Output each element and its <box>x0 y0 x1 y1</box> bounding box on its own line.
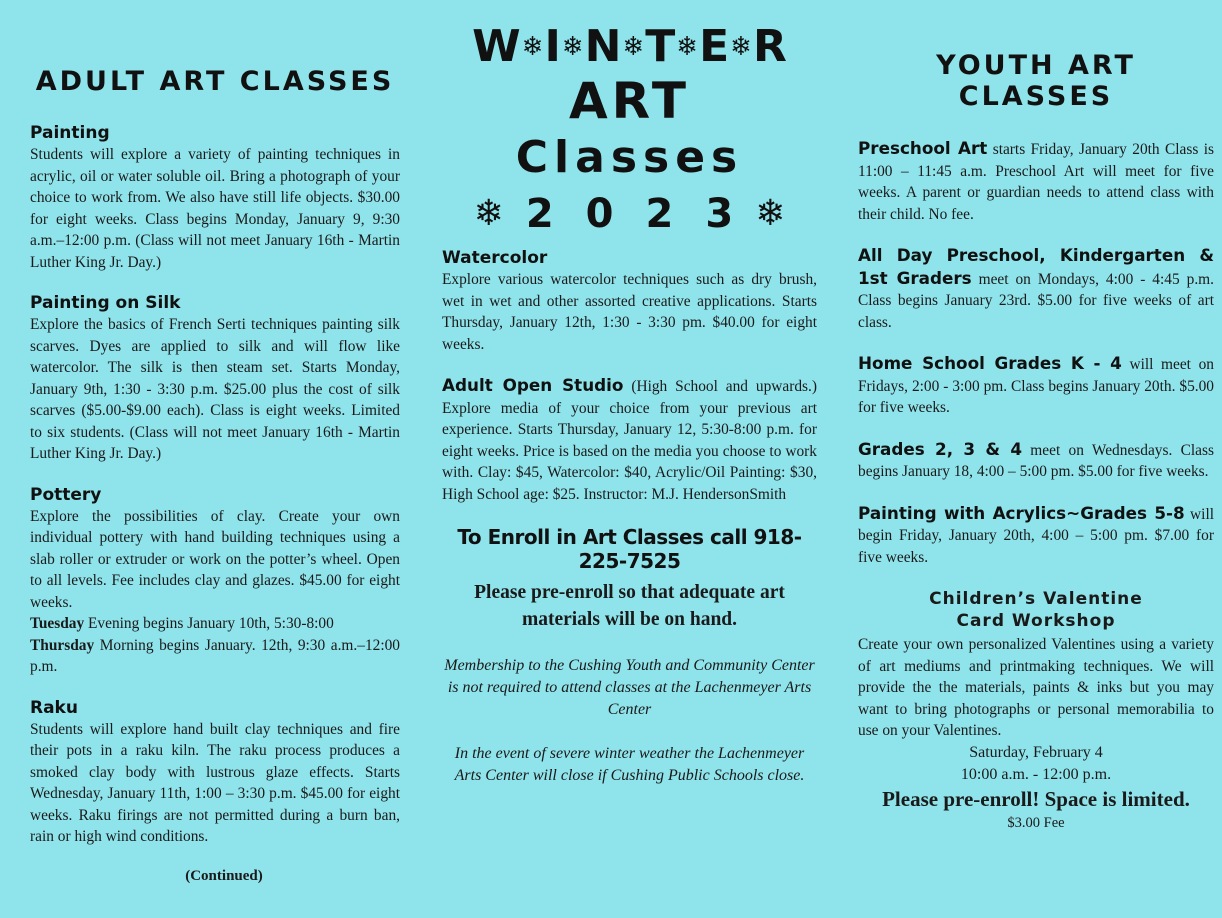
valentine-description: Create your own personalized Valentines using a variety of art mediums and printmaking techniques. We will provide the the materials, paints & inks but you may want to bring photographs or personal memorabilia to use on your Valentines. <box>858 636 1214 739</box>
acrylics-description <box>858 503 1214 569</box>
grades234-description <box>858 439 1214 483</box>
preschool-text: starts Friday, January 20th Class is 11:00 – 11:45 a.m. Preschool Art will meet for five weeks. A parent or guardian needs to attend class with their child. No fee. <box>858 141 1215 223</box>
preschool-description <box>858 138 1214 225</box>
homeschool-text: will meet on Fridays, 2:00 - 3:00 pm. Class begins January 20th. $5.00 for five weeks. <box>858 356 1214 416</box>
snowflake-icon: ❄ <box>730 32 752 62</box>
snowflake-icon: ❄ <box>561 32 584 62</box>
winter-letter: W <box>472 21 521 72</box>
silk-title: Painting on Silk <box>30 293 181 313</box>
tuesday-text: Evening begins January 10th, 5:30-8:00 <box>84 615 334 632</box>
acrylics-title: Painting with Acrylics~Grades 5-8 <box>858 502 1185 523</box>
grades234-title: Grades 2, 3 & 4 <box>858 438 1022 459</box>
snowflake-icon: ❄ <box>521 32 544 62</box>
raku-description: Students will explore hand built clay techniques and fire their pots in a raku kiln. The raku process produces a smoked clay body with lustrous glaze effects. Starts Wednesday, January 11th, 1:00 – 3:30 p.m. $45.00 for eight weeks. Raku firings are not permitted during a burn ban, rain or high wind conditions. <box>30 720 400 845</box>
raku-title: Raku <box>30 697 78 718</box>
adult-classes-column <box>0 0 412 885</box>
valentine-fee: $3.00 Fee <box>1007 814 1065 831</box>
pottery-tuesday <box>30 613 400 635</box>
snowflake-icon: ❄ <box>622 32 645 62</box>
year-digit: 3 <box>705 191 734 237</box>
allday-title: All Day Preschool, Kindergarten & 1st Graders <box>858 245 1214 288</box>
thursday-text: Morning begins January. 12th, 9:30 a.m.–12:00 p.m. <box>30 636 400 675</box>
winter-letter: R <box>752 21 787 72</box>
tuesday-label: Tuesday <box>30 615 85 632</box>
valentine-title-line2: Card Workshop <box>956 611 1116 631</box>
painting-title: Painting <box>30 123 110 143</box>
open-studio-text: (High School and upwards.) Explore media of your choice from your previous art experience. Starts Thursday, January 12, 5:30-8:00 p.m. for eight weeks. Price is based on the media you choose to work with. Clay: $45, Watercolor: $40, Acrylic/Oil Painting: $30, High School age: $25. Instructor: M.J. HendersonSmith <box>442 378 817 503</box>
preschool-title: Preschool Art <box>858 138 988 158</box>
winter-art-title <box>442 22 817 242</box>
pottery-title: Pottery <box>30 484 102 505</box>
youth-classes-column <box>827 0 1222 833</box>
year-digit: 2 <box>525 191 554 237</box>
homeschool-title: Home School Grades K - 4 <box>858 353 1122 373</box>
pottery-description: Explore the possibilities of clay. Create your own individual pottery with hand building techniques using a slab roller or extruder or work on the potter’s wheel. Open to all levels. Fee includes clay and glazes. $45.00 for eight weeks. <box>30 507 400 611</box>
valentine-time: 10:00 a.m. - 12:00 p.m. <box>960 765 1112 783</box>
valentine-pre-enroll: Please pre-enroll! Space is limited. <box>882 786 1190 811</box>
open-studio-description <box>442 375 817 505</box>
valentine-title-line1: Children’s Valentine <box>929 589 1143 609</box>
allday-text: meet on Mondays, 4:00 - 4:45 p.m. Class begins January 23rd. $5.00 for five weeks of art class. <box>858 270 1214 331</box>
winter-letter: E <box>699 21 730 72</box>
winter-art-column <box>412 0 827 809</box>
grades234-text: meet on Wednesdays. Class begins January 18, 4:00 – 5:00 pm. $5.00 for five weeks. <box>858 441 1214 480</box>
watercolor-title: Watercolor <box>442 248 548 268</box>
year <box>442 186 817 242</box>
silk-description: Explore the basics of French Serti techniques painting silk scarves. Dyes are applied to silk and will flow like watercolor. The silk is then steam set. Starts Monday, January 9th, 1:30 - 3:30 p.m. $25.00 plus the cost of silk scarves ($5.00-$9.00 each). Class is eight weeks. Limited to six students. (Class will not meet January 16th - Martin Luther King Jr. Day.) <box>30 316 400 462</box>
winter-letter: I <box>544 21 561 72</box>
enroll-phone: To Enroll in Art Classes call 918-225-7525 <box>457 525 802 573</box>
thursday-label: Thursday <box>30 636 95 654</box>
art-word: ART <box>568 72 691 130</box>
homeschool-description <box>858 353 1214 419</box>
weather-note: In the event of severe winter weather the Lachenmeyer Arts Center will close if Cushing Public Schools close. <box>454 745 805 784</box>
acrylics-text: will begin Friday, January 20th, 4:00 – 5:00 pm. $7.00 for five weeks. <box>858 505 1214 566</box>
snowflake-icon: ❄ <box>473 193 504 234</box>
continued-note: (Continued) <box>185 867 263 884</box>
year-digit: 2 <box>645 191 674 237</box>
classes-word: Classes <box>515 132 744 183</box>
painting-description: Students will explore a variety of painting techniques in acrylic, oil or water soluble oil. Bring a photograph of your choice to work from. We also have still life objects. $30.00 for eight weeks. Class begins Monday, January 9, 9:30 a.m.–12:00 p.m. (Class will not meet January 16th - Martin Luther King Jr. Day.) <box>30 146 400 271</box>
watercolor-description: Explore various watercolor techniques such as dry brush, wet in wet and other assorted creative applications. Starts Thursday, January 12th, 1:30 - 3:30 pm. $40.00 for eight weeks. <box>442 271 817 353</box>
snowflake-icon: ❄ <box>676 32 699 62</box>
year-digit: 0 <box>585 191 614 237</box>
youth-classes-heading: YOUTH ART CLASSES <box>936 50 1136 112</box>
open-studio-title: Adult Open Studio <box>442 375 624 395</box>
valentine-workshop-title <box>858 588 1214 632</box>
adult-classes-heading: ADULT ART CLASSES <box>35 66 395 97</box>
snowflake-icon: ❄ <box>755 193 786 234</box>
valentine-date: Saturday, February 4 <box>969 743 1103 761</box>
allday-description <box>858 245 1214 333</box>
winter-word <box>442 22 817 72</box>
enroll-note: Please pre-enroll so that adequate art materials will be on hand. <box>474 582 785 630</box>
membership-note: Membership to the Cushing Youth and Community Center is not required to attend classes at the Lachenmeyer Arts Center <box>444 657 815 718</box>
winter-letter: T <box>645 21 676 72</box>
pottery-thursday <box>30 635 400 678</box>
winter-letter: N <box>584 21 622 72</box>
